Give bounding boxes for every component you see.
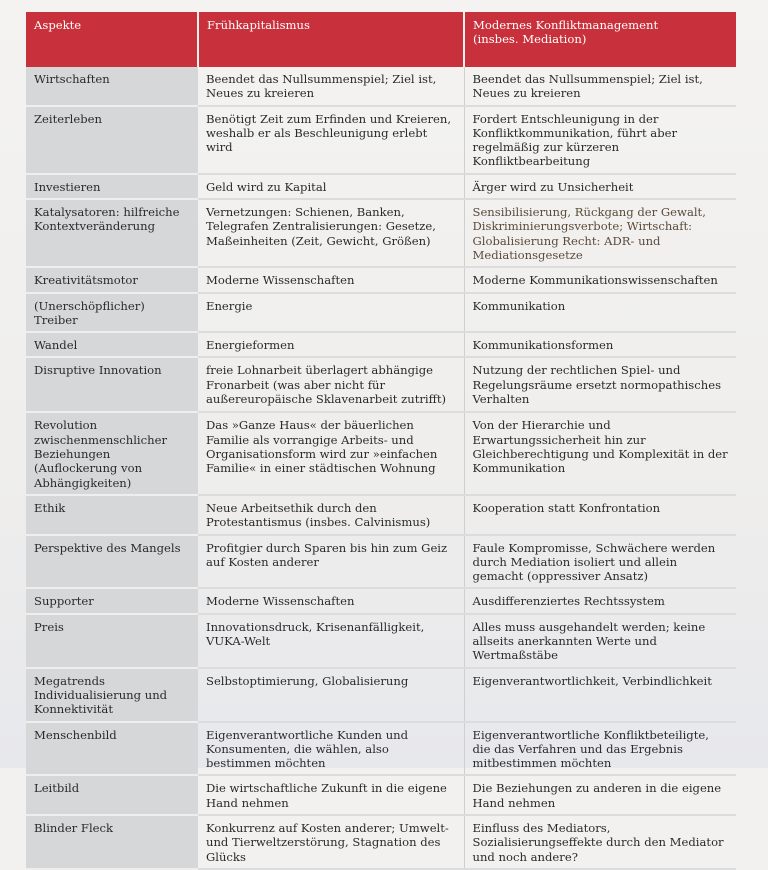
konfliktmanagement-cell: Moderne Kommunikationswissenschaften bbox=[464, 267, 736, 292]
fruehkapitalismus-cell: Moderne Wissenschaften bbox=[198, 267, 464, 292]
table-row bbox=[26, 106, 736, 174]
table-row bbox=[26, 668, 736, 722]
konfliktmanagement-cell: Alles muss ausgehandelt werden; keine allseits anerkannten Werte und Wertmaßstäbe bbox=[464, 614, 736, 668]
fruehkapitalismus-cell: Energieformen bbox=[198, 332, 464, 357]
fruehkapitalismus-cell: freie Lohnarbeit überlagert abhängige Fronarbeit (was aber nicht für außereuropäische Sklavenarbeit zutrifft) bbox=[198, 357, 464, 412]
konfliktmanagement-cell: Eigenverantwortliche Konfliktbeteiligte, die das Verfahren und das Ergebnis mitbestimmen möchten bbox=[464, 722, 736, 776]
konfliktmanagement-cell: Faule Kompromisse, Schwächere werden durch Mediation isoliert und allein gemacht (oppressiver Ansatz) bbox=[464, 535, 736, 589]
aspect-cell: Perspektive des Mangels bbox=[26, 535, 198, 589]
table-row bbox=[26, 357, 736, 412]
header-konfliktmanagement-line2: (insbes. Mediation) bbox=[473, 32, 587, 47]
fruehkapitalismus-cell: Profitgier durch Sparen bis hin zum Geiz auf Kosten anderer bbox=[198, 535, 464, 589]
aspect-cell: Ethik bbox=[26, 495, 198, 535]
konfliktmanagement-cell: Von der Hierarchie und Erwartungssicherheit hin zur Gleichberechtigung und Komplexität in der Kommunikation bbox=[464, 412, 736, 494]
aspect-cell: Wirtschaften bbox=[26, 67, 198, 106]
aspect-cell: Katalysatoren: hilfreiche Kontextveränderung bbox=[26, 199, 198, 267]
aspect-cell: Zeiterleben bbox=[26, 106, 198, 174]
header-konfliktmanagement-line1: Modernes Konfliktmanagement bbox=[473, 18, 659, 32]
konfliktmanagement-cell: Fordert Entschleunigung in der Konfliktkommunikation, führt aber regelmäßig zur kürzeren Konfliktbearbeitung bbox=[464, 106, 736, 174]
table-header-row bbox=[26, 12, 736, 67]
table-row bbox=[26, 199, 736, 267]
konfliktmanagement-cell: Nutzung der rechtlichen Spiel- und Regelungsräume ersetzt normopathisches Verhalten bbox=[464, 357, 736, 412]
aspect-cell: Kreativitätsmotor bbox=[26, 267, 198, 292]
table-row bbox=[26, 293, 736, 333]
konfliktmanagement-cell: Die Beziehungen zu anderen in die eigene Hand nehmen bbox=[464, 775, 736, 815]
aspect-cell: Investieren bbox=[26, 174, 198, 199]
konfliktmanagement-cell: Kommunikationsformen bbox=[464, 332, 736, 357]
konfliktmanagement-cell: Eigenverantwortlichkeit, Verbindlichkeit bbox=[464, 668, 736, 722]
konfliktmanagement-cell: Einfluss des Mediators, Sozialisierungseffekte durch den Mediator und noch andere? bbox=[464, 815, 736, 869]
fruehkapitalismus-cell: Vernetzungen: Schienen, Banken, Telegrafen Zentralisierungen: Gesetze, Maßeinheiten (Zeit, Gewicht, Größen) bbox=[198, 199, 464, 267]
fruehkapitalismus-cell: Das »Ganze Haus« der bäuerlichen Familie als vorrangige Arbeits- und Organisationsform wird zur »einfachen Familie« in einer städtischen Wohnung bbox=[198, 412, 464, 494]
konfliktmanagement-cell: Ausdifferenziertes Rechtssystem bbox=[464, 588, 736, 613]
comparison-table bbox=[26, 12, 736, 870]
table-row bbox=[26, 775, 736, 815]
aspect-cell: Megatrends Individualisierung und Konnektivität bbox=[26, 668, 198, 722]
konfliktmanagement-cell: Ärger wird zu Unsicherheit bbox=[464, 174, 736, 199]
table-row bbox=[26, 614, 736, 668]
fruehkapitalismus-cell: Geld wird zu Kapital bbox=[198, 174, 464, 199]
table-row bbox=[26, 535, 736, 589]
aspect-cell: Menschenbild bbox=[26, 722, 198, 776]
aspect-cell: Disruptive Innovation bbox=[26, 357, 198, 412]
table-row bbox=[26, 722, 736, 776]
table-row bbox=[26, 412, 736, 494]
table-row bbox=[26, 815, 736, 869]
header-fruehkapitalismus: Frühkapitalismus bbox=[198, 12, 464, 67]
konfliktmanagement-cell: Kommunikation bbox=[464, 293, 736, 333]
table-row bbox=[26, 267, 736, 292]
aspect-cell: Revolution zwischenmenschlicher Beziehungen (Auflockerung von Abhängigkeiten) bbox=[26, 412, 198, 494]
table-row bbox=[26, 332, 736, 357]
table-row bbox=[26, 495, 736, 535]
table-row bbox=[26, 588, 736, 613]
konfliktmanagement-cell: Kooperation statt Konfrontation bbox=[464, 495, 736, 535]
aspect-cell: Preis bbox=[26, 614, 198, 668]
aspect-cell: Wandel bbox=[26, 332, 198, 357]
header-konfliktmanagement bbox=[464, 12, 736, 67]
fruehkapitalismus-cell: Konkurrenz auf Kosten anderer; Umwelt- und Tierweltzerstörung, Stagnation des Glücks bbox=[198, 815, 464, 869]
aspect-cell: Supporter bbox=[26, 588, 198, 613]
fruehkapitalismus-cell: Neue Arbeitsethik durch den Protestantismus (insbes. Calvinismus) bbox=[198, 495, 464, 535]
aspect-cell: Blinder Fleck bbox=[26, 815, 198, 869]
fruehkapitalismus-cell: Selbstoptimierung, Globalisierung bbox=[198, 668, 464, 722]
fruehkapitalismus-cell: Beendet das Nullsummenspiel; Ziel ist, Neues zu kreieren bbox=[198, 67, 464, 106]
aspect-cell: (Unerschöpflicher) Treiber bbox=[26, 293, 198, 333]
fruehkapitalismus-cell: Benötigt Zeit zum Erfinden und Kreieren, weshalb er als Beschleunigung erlebt wird bbox=[198, 106, 464, 174]
aspect-cell: Leitbild bbox=[26, 775, 198, 815]
fruehkapitalismus-cell: Moderne Wissenschaften bbox=[198, 588, 464, 613]
header-aspekte: Aspekte bbox=[26, 12, 198, 67]
fruehkapitalismus-cell: Innovationsdruck, Krisenanfälligkeit, VUKA-Welt bbox=[198, 614, 464, 668]
fruehkapitalismus-cell: Die wirtschaftliche Zukunft in die eigene Hand nehmen bbox=[198, 775, 464, 815]
konfliktmanagement-cell: Beendet das Nullsummenspiel; Ziel ist, Neues zu kreieren bbox=[464, 67, 736, 106]
table-row bbox=[26, 174, 736, 199]
table-row bbox=[26, 67, 736, 106]
konfliktmanagement-cell: Sensibilisierung, Rückgang der Gewalt, Diskriminierungsverbote; Wirtschaft: Globalisierung Recht: ADR- und Mediationsgesetze bbox=[464, 199, 736, 267]
fruehkapitalismus-cell: Eigenverantwortliche Kunden und Konsumenten, die wählen, also bestimmen möchten bbox=[198, 722, 464, 776]
fruehkapitalismus-cell: Energie bbox=[198, 293, 464, 333]
